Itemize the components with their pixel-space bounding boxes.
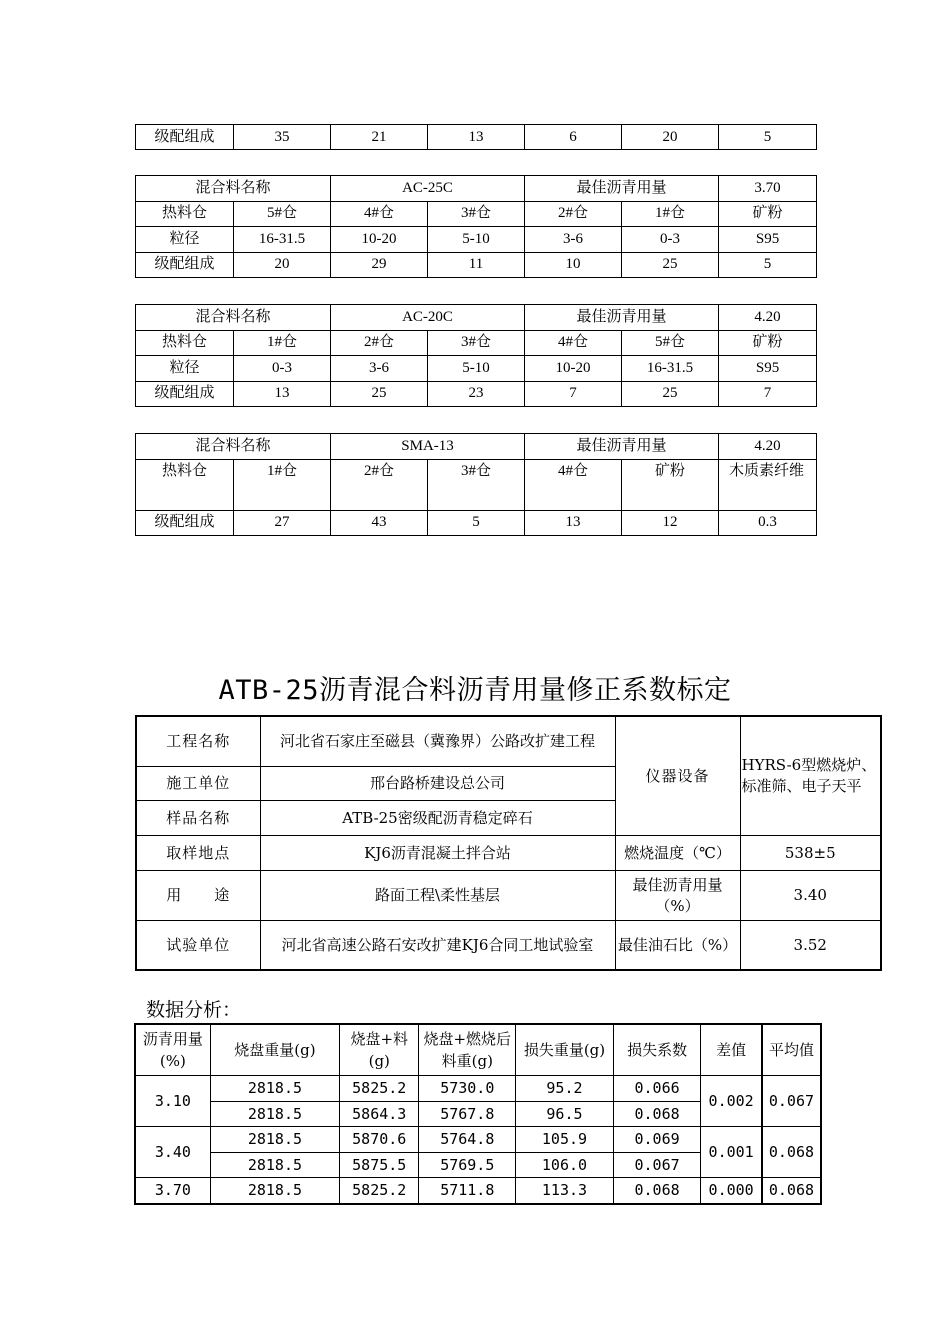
size-cell: 5-10 [428, 356, 525, 382]
burn-temp-label: 燃烧温度（℃） [615, 836, 740, 871]
data-cell: 0.068 [613, 1178, 701, 1204]
data-cell: 2818.5 [210, 1152, 339, 1178]
mix-table-ac25c [135, 175, 817, 278]
row-label: 粒径 [136, 227, 234, 253]
gradation-value: 13 [525, 510, 622, 536]
analysis-table [134, 1023, 822, 1205]
table-row [136, 125, 817, 150]
mix-table-sma13 [135, 433, 817, 536]
asphalt-content: 3.40 [135, 1127, 210, 1178]
size-cell: 16-31.5 [622, 356, 719, 382]
best-asphalt-label: 最佳沥青用量 [525, 305, 719, 331]
row-label: 级配组成 [136, 510, 234, 536]
table-row [136, 227, 817, 253]
table-row [136, 459, 817, 510]
table-row [135, 1127, 821, 1153]
usage-label: 用 途 [136, 871, 260, 921]
column-header: 烧盘+燃烧后料重(g) [419, 1024, 516, 1076]
average-cell: 0.067 [762, 1076, 821, 1127]
table-row [136, 434, 817, 460]
bin-cell: 3#仓 [428, 330, 525, 356]
bin-cell: 3#仓 [428, 201, 525, 227]
mix-name-label: 混合料名称 [136, 176, 331, 202]
burn-temp-value: 538±5 [740, 836, 881, 871]
table-row [136, 305, 817, 331]
gradation-value: 7 [719, 381, 817, 407]
mix-name-label: 混合料名称 [136, 305, 331, 331]
data-cell: 5769.5 [419, 1152, 516, 1178]
mix-name: AC-20C [331, 305, 525, 331]
row-label: 热料仓 [136, 201, 234, 227]
column-header: 烧盘+料(g) [340, 1024, 419, 1076]
data-cell: 96.5 [516, 1101, 614, 1127]
project-name: 河北省石家庄至磁县（冀豫界）公路改扩建工程 [260, 716, 615, 767]
oil-ratio-value: 3.52 [740, 921, 881, 971]
builder-label: 施工单位 [136, 767, 260, 801]
usage-value: 路面工程\柔性基层 [260, 871, 615, 921]
best-asphalt: 4.20 [719, 434, 817, 460]
gradation-value: 12 [622, 510, 719, 536]
gradation-table-top [135, 124, 817, 150]
bin-cell: 2#仓 [331, 330, 428, 356]
data-cell: 0.069 [613, 1127, 701, 1153]
gradation-value: 35 [234, 125, 331, 150]
bin-cell: 4#仓 [525, 330, 622, 356]
difference-cell: 0.000 [701, 1178, 762, 1204]
table-row [136, 330, 817, 356]
row-label: 热料仓 [136, 459, 234, 510]
gradation-value: 25 [331, 381, 428, 407]
data-cell: 5764.8 [419, 1127, 516, 1153]
size-cell: 0-3 [622, 227, 719, 253]
bin-cell: 3#仓 [428, 459, 525, 510]
difference-cell: 0.001 [701, 1127, 762, 1178]
table-row [136, 510, 817, 536]
row-label: 级配组成 [136, 125, 234, 150]
size-cell: S95 [719, 356, 817, 382]
column-header: 沥青用量(%) [135, 1024, 210, 1076]
gradation-value: 5 [428, 510, 525, 536]
column-header: 差值 [701, 1024, 762, 1076]
gradation-value: 27 [234, 510, 331, 536]
best-asphalt-label: 最佳沥青用量 [525, 434, 719, 460]
bin-cell: 1#仓 [234, 330, 331, 356]
bin-cell: 1#仓 [234, 459, 331, 510]
column-header: 平均值 [762, 1024, 821, 1076]
data-cell: 5825.2 [340, 1076, 419, 1102]
table-row [136, 836, 881, 871]
best-asphalt-label: 最佳沥青用量 [525, 176, 719, 202]
gradation-value: 20 [622, 125, 719, 150]
best-asphalt-label: 最佳沥青用量（%） [615, 871, 740, 921]
size-cell: 3-6 [331, 356, 428, 382]
calibration-info-table [135, 715, 882, 971]
location-label: 取样地点 [136, 836, 260, 871]
sample-value: ATB-25密级配沥青稳定碎石 [260, 801, 615, 836]
data-cell: 105.9 [516, 1127, 614, 1153]
gradation-value: 25 [622, 252, 719, 278]
instrument-label: 仪器设备 [615, 716, 740, 836]
row-label: 级配组成 [136, 381, 234, 407]
mix-name-label: 混合料名称 [136, 434, 331, 460]
mix-name: AC-25C [331, 176, 525, 202]
data-cell: 5730.0 [419, 1076, 516, 1102]
instrument-value: HYRS-6型燃烧炉、标准筛、电子天平 [740, 716, 881, 836]
gradation-value: 20 [234, 252, 331, 278]
data-cell: 2818.5 [210, 1127, 339, 1153]
best-asphalt: 3.70 [719, 176, 817, 202]
data-cell: 5825.2 [340, 1178, 419, 1204]
bin-cell: 矿粉 [719, 201, 817, 227]
best-asphalt: 4.20 [719, 305, 817, 331]
analysis-title: 数据分析： [146, 999, 242, 1021]
location-value: KJ6沥青混凝土拌合站 [260, 836, 615, 871]
mix-name: SMA-13 [331, 434, 525, 460]
data-cell: 5870.6 [340, 1127, 419, 1153]
data-cell: 5864.3 [340, 1101, 419, 1127]
data-cell: 2818.5 [210, 1076, 339, 1102]
table-row [136, 716, 881, 767]
table-row [135, 1076, 821, 1102]
size-cell: 10-20 [525, 356, 622, 382]
size-cell: 0-3 [234, 356, 331, 382]
lab-label: 试验单位 [136, 921, 260, 971]
asphalt-content: 3.70 [135, 1178, 210, 1204]
data-cell: 2818.5 [210, 1101, 339, 1127]
data-cell: 0.068 [613, 1101, 701, 1127]
bin-cell: 4#仓 [525, 459, 622, 510]
column-header: 烧盘重量(g) [210, 1024, 339, 1076]
table-row [136, 356, 817, 382]
mix-table-ac20c [135, 304, 817, 407]
data-cell: 2818.5 [210, 1178, 339, 1204]
gradation-value: 43 [331, 510, 428, 536]
table-row [136, 201, 817, 227]
table-row [136, 921, 881, 971]
gradation-value: 25 [622, 381, 719, 407]
gradation-value: 21 [331, 125, 428, 150]
data-cell: 5875.5 [340, 1152, 419, 1178]
column-header: 损失系数 [613, 1024, 701, 1076]
table-row [136, 252, 817, 278]
bin-cell: 矿粉 [622, 459, 719, 510]
data-cell: 95.2 [516, 1076, 614, 1102]
gradation-value: 0.3 [719, 510, 817, 536]
bin-cell: 木质素纤维 [719, 459, 817, 510]
data-cell: 5767.8 [419, 1101, 516, 1127]
table-header-row [135, 1024, 821, 1076]
average-cell: 0.068 [762, 1178, 821, 1204]
data-cell: 106.0 [516, 1152, 614, 1178]
bin-cell: 4#仓 [331, 201, 428, 227]
difference-cell: 0.002 [701, 1076, 762, 1127]
lab-value: 河北省高速公路石安改扩建KJ6合同工地试验室 [260, 921, 615, 971]
size-cell: 10-20 [331, 227, 428, 253]
column-header: 损失重量(g) [516, 1024, 614, 1076]
average-cell: 0.068 [762, 1127, 821, 1178]
row-label: 粒径 [136, 356, 234, 382]
asphalt-content: 3.10 [135, 1076, 210, 1127]
sample-label: 样品名称 [136, 801, 260, 836]
builder-value: 邢台路桥建设总公司 [260, 767, 615, 801]
table-row [135, 1178, 821, 1204]
gradation-value: 5 [719, 125, 817, 150]
bin-cell: 1#仓 [622, 201, 719, 227]
bin-cell: 2#仓 [525, 201, 622, 227]
data-cell: 0.067 [613, 1152, 701, 1178]
oil-ratio-label: 最佳油石比（%） [615, 921, 740, 971]
data-cell: 5711.8 [419, 1178, 516, 1204]
size-cell: 5-10 [428, 227, 525, 253]
best-asphalt-value: 3.40 [740, 871, 881, 921]
table-row [136, 871, 881, 921]
row-label: 热料仓 [136, 330, 234, 356]
gradation-value: 13 [428, 125, 525, 150]
gradation-value: 13 [234, 381, 331, 407]
bin-cell: 2#仓 [331, 459, 428, 510]
section-title: ATB-25沥青混合料沥青用量修正系数标定 [218, 675, 732, 706]
size-cell: S95 [719, 227, 817, 253]
project-label: 工程名称 [136, 716, 260, 767]
bin-cell: 5#仓 [622, 330, 719, 356]
bin-cell: 5#仓 [234, 201, 331, 227]
data-cell: 113.3 [516, 1178, 614, 1204]
bin-cell: 矿粉 [719, 330, 817, 356]
gradation-value: 6 [525, 125, 622, 150]
size-cell: 3-6 [525, 227, 622, 253]
gradation-value: 7 [525, 381, 622, 407]
gradation-value: 11 [428, 252, 525, 278]
gradation-value: 10 [525, 252, 622, 278]
gradation-value: 5 [719, 252, 817, 278]
data-cell: 0.066 [613, 1076, 701, 1102]
gradation-value: 23 [428, 381, 525, 407]
size-cell: 16-31.5 [234, 227, 331, 253]
table-row [136, 176, 817, 202]
table-row [136, 381, 817, 407]
row-label: 级配组成 [136, 252, 234, 278]
gradation-value: 29 [331, 252, 428, 278]
